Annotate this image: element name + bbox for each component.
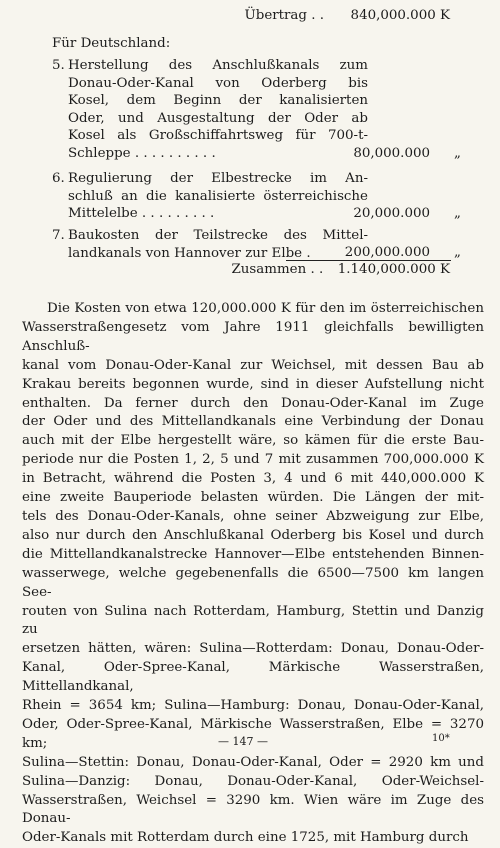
sum-rule <box>286 260 451 261</box>
paragraph-line: Sulina—Danzig: Donau, Donau-Oder-Kanal, Oder-Weichsel- <box>22 773 484 789</box>
item-line: Kosel als Großschiffahrtsweg für 700-t- <box>68 128 368 144</box>
paragraph-line: Sulina—Stettin: Donau, Donau-Oder-Kanal, Oder = 2920 km und <box>22 754 484 770</box>
signature-mark: 10* <box>432 733 450 744</box>
total-amount: 1.140,000.000 K <box>337 262 450 277</box>
paragraph-line: Rhein = 3654 km; Sulina—Hamburg: Donau, Donau-Oder-Kanal, <box>22 698 484 714</box>
body-paragraph <box>22 300 484 848</box>
item-line: schluß an die kanalisierte österreichische <box>68 188 368 204</box>
item-number: 7. <box>52 228 65 243</box>
page-number: — 147 — <box>218 735 268 748</box>
paragraph-line: Krakau bereits begonnen wurde, sind in dieser Aufstellung nicht <box>22 376 484 392</box>
paragraph-line: also nur durch den Anschlußkanal Oderberg bis Kosel und durch <box>22 527 484 543</box>
item-line: Regulierung der Elbestrecke im An- <box>68 171 368 186</box>
item-line: Kosel, dem Beginn der kanalisierten <box>68 93 368 109</box>
item-line: Herstellung des Anschlußkanals zum <box>68 58 368 73</box>
item-line: Donau-Oder-Kanal von Oderberg bis <box>68 75 368 91</box>
carry-forward-amount: 840,000.000 K <box>350 8 450 23</box>
item-line: Mittelelbe . . . . . . . . . <box>68 206 215 222</box>
section-heading: Für Deutschland: <box>52 36 171 51</box>
paragraph-line: periode nur die Posten 1, 2, 5 und 7 mit zusammen 700,000.000 K <box>22 452 484 468</box>
paragraph-line: Die Kosten von etwa 120,000.000 K für den im österreichischen <box>47 301 484 316</box>
item-amount: 200,000.000 <box>344 245 430 260</box>
paragraph-line: wasserwege, welche gegebenenfalls die 6500—7500 km langen See- <box>22 565 484 600</box>
paragraph-line: Oder, Oder-Spree-Kanal, Märkische Wasserstraßen, Elbe = 3270 km; <box>22 716 484 751</box>
paragraph-line: eine zweite Bauperiode belasten würden. Die Längen der mit- <box>22 490 484 506</box>
item-number: 5. <box>52 58 65 73</box>
total-line <box>231 262 450 277</box>
item-line: Oder, und Ausgestaltung der Oder ab <box>68 110 368 126</box>
paragraph-line: in Betracht, während die Posten 3, 4 und 6 mit 440,000.000 K <box>22 471 484 487</box>
item-number: 6. <box>52 171 65 186</box>
paragraph-line: Wasserstraßen, Weichsel = 3290 km. Wien wäre im Zuge des Donau- <box>22 792 484 827</box>
paragraph-line: auch mit der Elbe hergestellt wäre, so kämen für die erste Bau- <box>22 433 484 449</box>
paragraph-line: Oder-Kanals mit Rotterdam durch eine 1725, mit Hamburg durch <box>22 830 469 846</box>
item-amount: 80,000.000 <box>353 146 430 161</box>
ditto-mark: „ <box>454 245 461 260</box>
paragraph-line: kanal vom Donau-Oder-Kanal zur Weichsel, mit dessen Bau ab <box>22 357 484 373</box>
paragraph-line: die Mittellandkanalstrecke Hannover—Elbe entstehenden Binnen- <box>22 546 484 562</box>
carry-forward-line <box>244 8 450 23</box>
paragraph-line: ersetzen hätten, wären: Sulina—Rotterdam: Donau, Donau-Oder- <box>22 641 484 657</box>
ditto-mark: „ <box>454 206 461 221</box>
item-line: Baukosten der Teilstrecke des Mittel- <box>68 228 368 243</box>
carry-forward-label: Übertrag . . <box>244 8 325 23</box>
paragraph-line: der Oder und des Mittellandkanals eine Verbindung der Donau <box>22 414 484 430</box>
paragraph-line: Kanal, Oder-Spree-Kanal, Märkische Wasserstraßen, Mittellandkanal, <box>22 660 484 695</box>
paragraph-line: Wasserstraßengesetz vom Jahre 1911 gleichfalls bewilligten Anschluß- <box>22 319 484 354</box>
item-line: Schleppe . . . . . . . . . . <box>68 145 216 161</box>
total-label: Zusammen . . <box>231 262 324 277</box>
paragraph-line: tels des Donau-Oder-Kanals, ohne seiner Abzweigung zur Elbe, <box>22 508 484 524</box>
item-line: landkanals von Hannover zur Elbe . <box>68 245 311 261</box>
ditto-mark: „ <box>454 146 461 161</box>
paragraph-line: routen von Sulina nach Rotterdam, Hamburg, Stettin und Danzig zu <box>22 603 484 638</box>
item-amount: 20,000.000 <box>353 206 430 221</box>
paragraph-line: enthalten. Da ferner durch den Donau-Oder-Kanal im Zuge <box>22 395 484 411</box>
